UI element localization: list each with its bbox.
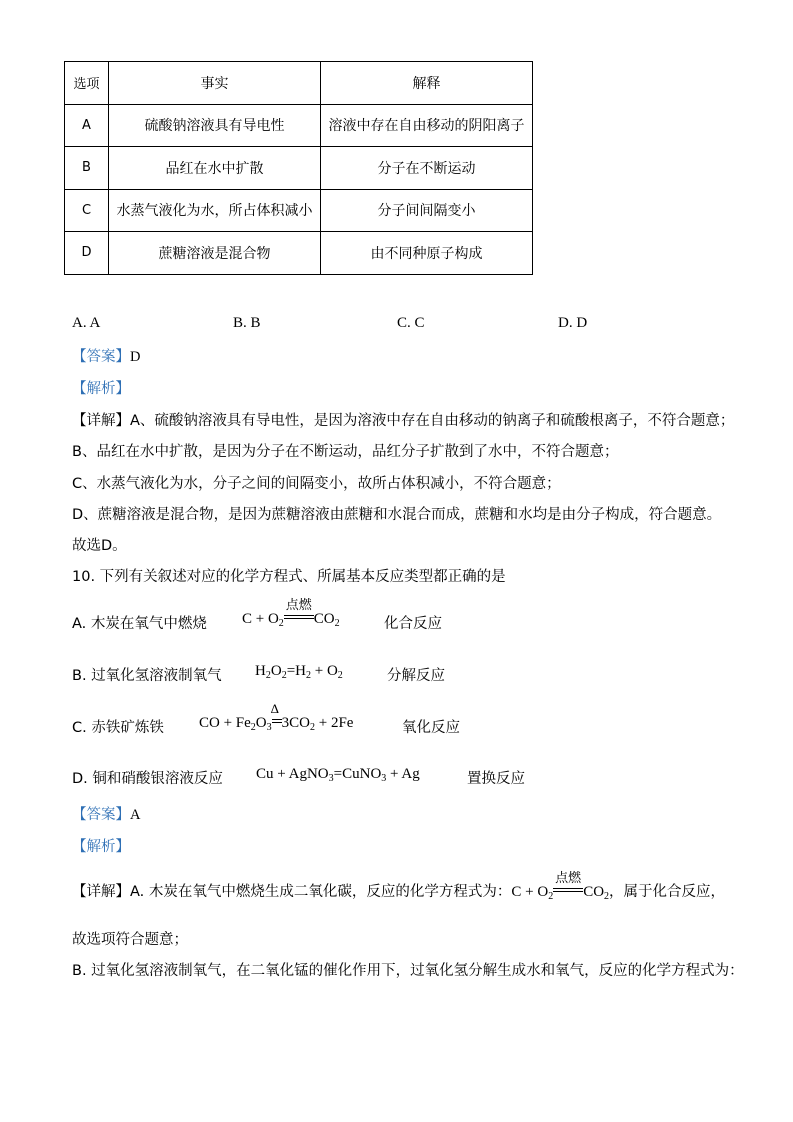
option-label: B. 过氧化氢溶液制氧气 bbox=[72, 668, 222, 684]
answer-value: A bbox=[130, 807, 141, 823]
table-cell: B bbox=[65, 147, 109, 190]
reaction-type: 置换反应 bbox=[467, 771, 525, 787]
table-cell: 分子间间隔变小 bbox=[321, 189, 533, 232]
reaction-type: 分解反应 bbox=[387, 668, 445, 684]
table-header: 事实 bbox=[109, 62, 321, 105]
answer-tag: 【答案】 bbox=[72, 807, 130, 823]
detail-text: ，属于化合反应， bbox=[609, 884, 726, 900]
table-header: 选项 bbox=[65, 62, 109, 105]
q10-answer bbox=[72, 803, 140, 824]
q10-detail-line: B. 过氧化氢溶液制氧气，在二氧化锰的催化作用下，过氧化氢分解生成水和氧气，反应的化学方程式为： bbox=[72, 963, 744, 979]
answer-tag: 【答案】 bbox=[72, 349, 130, 365]
detail-text: A. 木炭在氧气中燃烧生成二氧化碳，反应的化学方程式为： bbox=[130, 884, 512, 900]
condition-mark: 点燃 bbox=[553, 884, 583, 901]
table-cell: 水蒸气液化为水，所占体积减小 bbox=[109, 189, 321, 232]
q9-detail-line: D、蔗糖溶液是混合物，是因为蔗糖溶液由蔗糖和水混合而成，蔗糖和水均是由分子构成，符合题意。 bbox=[72, 507, 722, 523]
table-cell: 由不同种原子构成 bbox=[321, 232, 533, 275]
q10-option-d bbox=[72, 766, 525, 788]
table-cell: 溶液中存在自由移动的阴阳离子 bbox=[321, 104, 533, 147]
q9-detail-line: B、品红在水中扩散，是因为分子在不断运动，品红分子扩散到了水中，不符合题意； bbox=[72, 444, 619, 460]
q10-option-b bbox=[72, 663, 445, 685]
q9-option-a: A. A bbox=[72, 315, 101, 331]
equation-inline: $C + O_2$ 点燃 $CO_2$ bbox=[511, 871, 610, 902]
detail-tag: 【详解】 bbox=[72, 413, 130, 429]
option-label: C. 赤铁矿炼铁 bbox=[72, 720, 164, 736]
q10-option-a bbox=[72, 598, 442, 633]
detail-tag: 【详解】 bbox=[72, 884, 130, 900]
q9-answer bbox=[72, 345, 140, 366]
table-cell: 分子在不断运动 bbox=[321, 147, 533, 190]
equation-c: CO + $Fe_2O_3$ Δ $3CO_2 + 2Fe$ bbox=[199, 701, 354, 733]
option-label: A. 木炭在氧气中燃烧 bbox=[72, 616, 207, 632]
table-cell: 蔗糖溶液是混合物 bbox=[109, 232, 321, 275]
options-table bbox=[64, 61, 533, 275]
equation-d: Cu + AgNO$_3$=CuNO$_3$ + Ag bbox=[256, 766, 420, 784]
reaction-type: 氧化反应 bbox=[402, 720, 460, 736]
q9-option-c: C. C bbox=[397, 315, 425, 331]
q10-option-c bbox=[72, 701, 460, 737]
table-cell: 硫酸钠溶液具有导电性 bbox=[109, 104, 321, 147]
table-cell: C bbox=[65, 189, 109, 232]
q9-option-b: B. B bbox=[233, 315, 261, 331]
q9-option-d: D. D bbox=[558, 315, 588, 331]
table-row bbox=[65, 232, 533, 275]
q10-analysis-tag: 【解析】 bbox=[72, 839, 130, 855]
detail-text: A、硫酸钠溶液具有导电性，是因为溶液中存在自由移动的钠离子和硫酸根离子，不符合题意； bbox=[130, 413, 735, 429]
table-row bbox=[65, 104, 533, 147]
table-header: 解释 bbox=[321, 62, 533, 105]
q9-analysis-tag: 【解析】 bbox=[72, 381, 130, 397]
q9-detail-line: C、水蒸气液化为水，分子之间的间隔变小，故所占体积减小，不符合题意； bbox=[72, 476, 561, 492]
reaction-type: 化合反应 bbox=[384, 616, 442, 632]
table-row bbox=[65, 189, 533, 232]
q10-question: 10. 下列有关叙述对应的化学方程式、所属基本反应类型都正确的是 bbox=[72, 569, 506, 585]
condition-mark: Δ bbox=[272, 715, 282, 732]
table-cell: D bbox=[65, 232, 109, 275]
option-label: D. 铜和硝酸银溶液反应 bbox=[72, 771, 223, 787]
table-header-row bbox=[65, 62, 533, 105]
q9-detail-line bbox=[72, 409, 734, 430]
table-cell: A bbox=[65, 104, 109, 147]
table-cell: 品红在水中扩散 bbox=[109, 147, 321, 190]
answer-value: D bbox=[130, 349, 141, 365]
equation-a: $C + O_2$ 点燃 $CO_2$ bbox=[242, 598, 340, 629]
condition-mark: 点燃 bbox=[284, 611, 314, 628]
equation-b: $H_2O_2=H_2 + O_2$ bbox=[255, 663, 343, 681]
q10-detail-line: 故选项符合题意； bbox=[72, 932, 188, 948]
q9-conclusion: 故选D。 bbox=[72, 538, 127, 554]
table-row bbox=[65, 147, 533, 190]
q10-detail-a bbox=[72, 871, 726, 902]
